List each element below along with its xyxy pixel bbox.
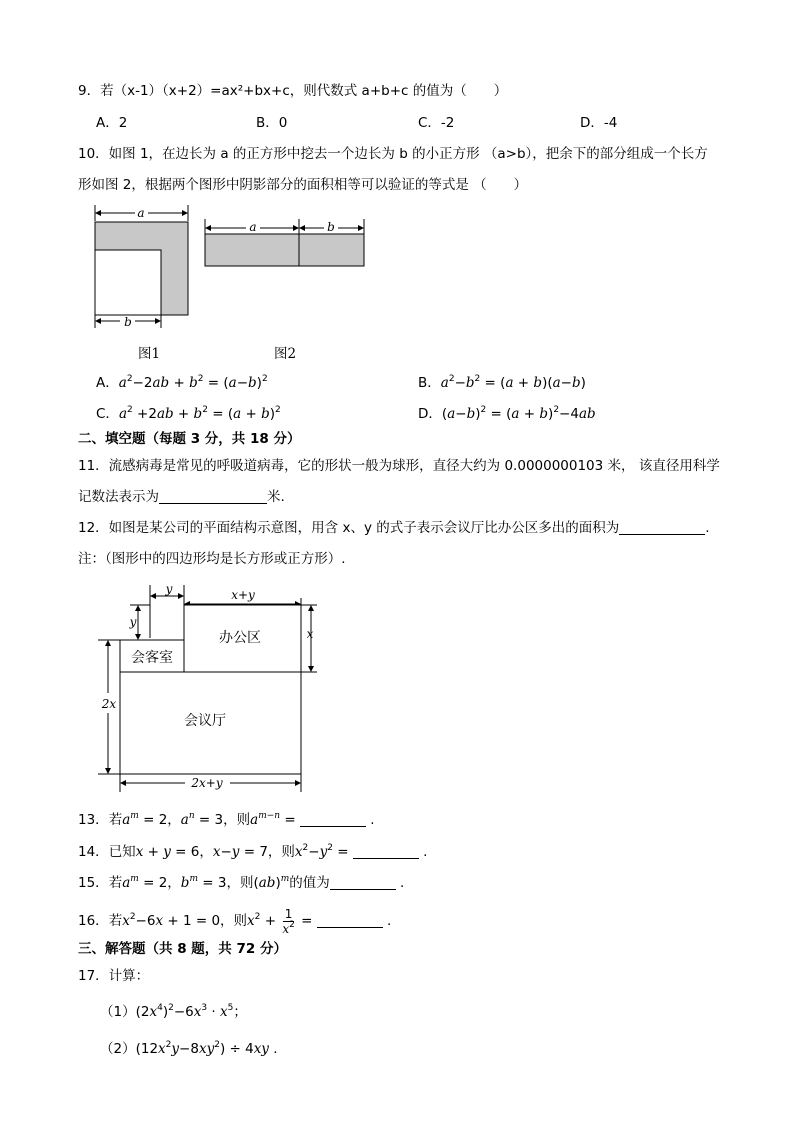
q17-part-1: $(1)(2x^4)^2-6x^3 \cdot x^5$； bbox=[100, 1003, 247, 1020]
q10-stem-line2: 形如图 2，根据两个图形中阴影部分的面积相等可以验证的等式是 （ ） bbox=[78, 177, 528, 193]
fig1-label-a: a bbox=[137, 206, 145, 220]
plan-label-bottom: 2x+y bbox=[191, 776, 223, 790]
q9-option-a: A．2 bbox=[96, 115, 128, 131]
q11-stem-line1: 11．流感病毒是常见的呼吸道病毒，它的形状一般为球形，直径大约为 0.0000000103 米， 该直径用科学 bbox=[78, 458, 720, 474]
plan-room-reception: 会客室 bbox=[131, 650, 173, 666]
q15-answer-blank[interactable] bbox=[330, 875, 396, 890]
plan-label-top-xy: x+y bbox=[231, 588, 255, 602]
q14-stem: 14．已知x + y = 6，x−y = 7，则$x^2-y^2$ = . bbox=[78, 843, 428, 860]
plan-label-left-2x: 2x bbox=[101, 697, 117, 711]
q12-note: 注：（图形中的四边形均是长方形或正方形）. bbox=[78, 551, 346, 567]
q10-option-a: A．$a^2-2ab + b^2 = (a-b)^2$ bbox=[96, 374, 268, 391]
q10-figure-1 bbox=[88, 200, 198, 336]
plan-label-right-x: x bbox=[306, 627, 314, 641]
q10-option-c: C．$a^2 +2ab + b^2 = (a + b)^2$ bbox=[96, 405, 281, 422]
q17-part-2: $(2)(12x^2y-8xy^2) \div 4xy$ . bbox=[100, 1040, 278, 1057]
q10-figure-2 bbox=[200, 216, 370, 272]
plan-label-left-y: y bbox=[129, 615, 137, 629]
q16-answer-blank[interactable] bbox=[317, 913, 383, 928]
q10-option-d: D．$(a-b)^2 = (a + b)^2-4ab$ bbox=[418, 405, 596, 422]
q10-option-b: B．$a^2-b^2 = (a + b)(a-b)$ bbox=[418, 374, 586, 391]
section-3-title: 三、解答题（共 8 题，共 72 分） bbox=[78, 941, 287, 957]
plan-room-hall: 会议厅 bbox=[184, 713, 226, 729]
q9-option-b: B．0 bbox=[256, 115, 288, 131]
q12-stem-line1: 12．如图是某公司的平面结构示意图，用含 x、y 的式子表示会议厅比办公区多出的面积为 . bbox=[78, 520, 710, 536]
fig2-label-b: b bbox=[327, 220, 335, 234]
fig2-caption: 图2 bbox=[274, 346, 297, 362]
q9-stem: 9．若（x-1）（x+2）=ax²+bx+c，则代数式 a+b+c 的值为（ ） bbox=[78, 83, 508, 99]
fig2-label-a: a bbox=[249, 220, 257, 234]
fig1-caption: 图1 bbox=[138, 346, 161, 362]
q14-answer-blank[interactable] bbox=[353, 844, 419, 859]
q17-stem: 17．计算： bbox=[78, 968, 150, 984]
fig1-label-b: b bbox=[124, 315, 132, 329]
q10-stem-line1: 10．如图 1，在边长为 a 的正方形中挖去一个边长为 b 的小正方形 （a>b），把余下的部分组成一个长方 bbox=[78, 146, 708, 162]
q11-stem-line2: 记数法表示为 米. bbox=[78, 489, 285, 505]
q11-answer-blank[interactable] bbox=[159, 489, 267, 504]
q12-answer-blank[interactable] bbox=[619, 520, 705, 535]
q9-option-c: C．-2 bbox=[418, 115, 455, 131]
q15-stem: 15．若$a^m = 2$，$b^m = 3$，则(ab)$^m$的值为 . bbox=[78, 874, 405, 891]
plan-room-office: 办公区 bbox=[219, 630, 261, 646]
q12-floor-plan bbox=[95, 580, 335, 795]
q9-option-d: D．-4 bbox=[580, 115, 618, 131]
q13-answer-blank[interactable] bbox=[300, 812, 366, 827]
plan-label-top-y: y bbox=[165, 582, 173, 596]
q16-stem: 16．若$x^2-6x + 1 = 0$，则$x^2$ + $\frac{1}{x^2}$ = . bbox=[78, 906, 392, 936]
section-2-title: 二、填空题（每题 3 分，共 18 分） bbox=[78, 431, 301, 447]
q13-stem: 13．若$a^m = 2$，$a^n = 3$，则$a^{m-n}$ = . bbox=[78, 811, 375, 828]
